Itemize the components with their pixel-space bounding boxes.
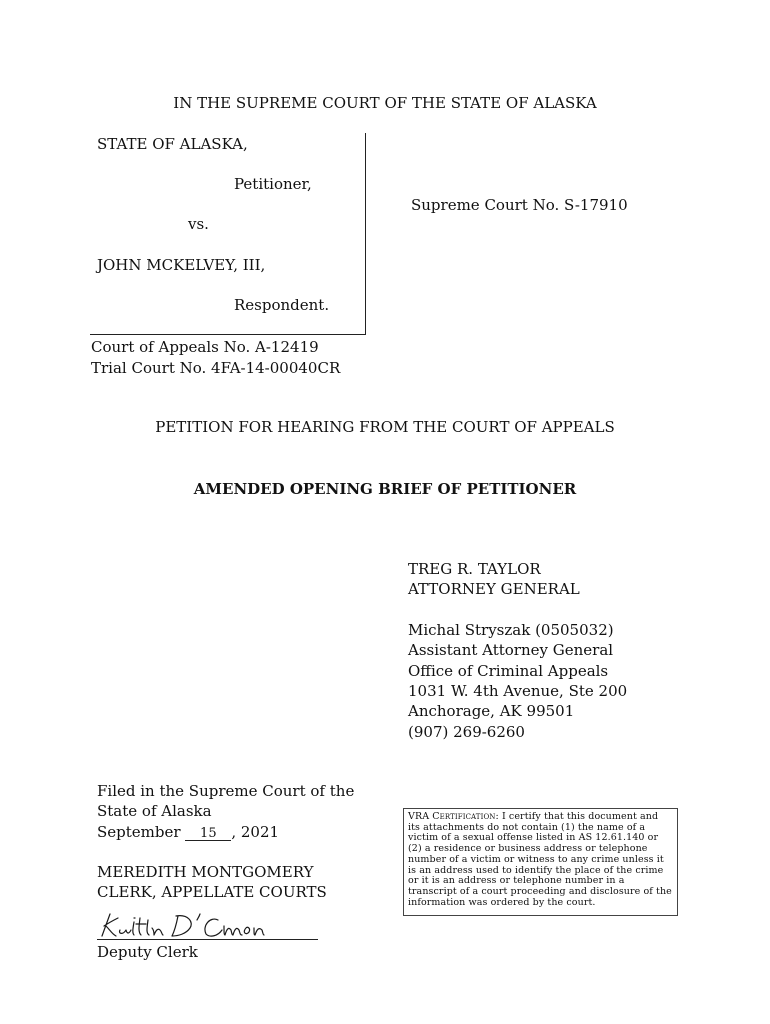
clerk-name: MEREDITH MONTGOMERY bbox=[97, 863, 314, 881]
assistant-title: Assistant Attorney General bbox=[408, 641, 614, 659]
respondent-role: Respondent. bbox=[234, 296, 330, 314]
brief-heading: AMENDED OPENING BRIEF OF PETITIONER bbox=[193, 480, 577, 498]
caption-horizontal-rule bbox=[90, 334, 366, 335]
filed-date bbox=[97, 825, 279, 841]
respondent-name: JOHN MCKELVEY, III, bbox=[97, 256, 266, 274]
filed-line-2: State of Alaska bbox=[97, 802, 212, 820]
address-line-1: 1031 W. 4th Avenue, Ste 200 bbox=[408, 682, 628, 700]
attorney-name: TREG R. TAYLOR bbox=[408, 560, 541, 578]
office-name: Office of Criminal Appeals bbox=[408, 662, 609, 680]
court-of-appeals-number: Court of Appeals No. A-12419 bbox=[91, 338, 319, 356]
filed-year: , 2021 bbox=[231, 823, 280, 841]
signature-line bbox=[97, 939, 318, 940]
filed-line-1: Filed in the Supreme Court of the bbox=[97, 782, 355, 800]
petitioner-name: STATE OF ALASKA, bbox=[97, 135, 248, 153]
assistant-name: Michal Stryszak (0505032) bbox=[408, 621, 614, 639]
clerk-title: CLERK, APPELLATE COURTS bbox=[97, 883, 327, 901]
court-title: IN THE SUPREME COURT OF THE STATE OF ALASKA bbox=[173, 94, 597, 112]
supreme-court-number: Supreme Court No. S-17910 bbox=[411, 196, 628, 214]
attorney-title: ATTORNEY GENERAL bbox=[408, 580, 580, 598]
deputy-clerk-label: Deputy Clerk bbox=[97, 943, 198, 961]
filed-month: September bbox=[97, 823, 181, 841]
vra-text: I certify that this document and its attachments do not contain (1) the name of a victim of a sexual offense listed in AS 12.61.140 or (2) a residence or business address or telephone number of a victim or witness to any crime unless it is an address used to identify the place of the crime or it is an address or telephone number in a transcript of a court proceeding and disclosure of the information was ordered by the court. bbox=[408, 811, 672, 908]
vra-certification-box bbox=[403, 808, 678, 916]
petitioner-role: Petitioner, bbox=[234, 175, 312, 193]
phone-number: (907) 269-6260 bbox=[408, 723, 525, 741]
caption-vertical-rule bbox=[365, 133, 366, 335]
address-line-2: Anchorage, AK 99501 bbox=[408, 702, 575, 720]
versus-label: vs. bbox=[188, 215, 209, 233]
filed-day: 15 bbox=[185, 827, 231, 841]
signature-text: Kaitlin D'Amon bbox=[96, 908, 104, 909]
vra-label: VRA Certification: bbox=[408, 811, 499, 822]
petition-heading: PETITION FOR HEARING FROM THE COURT OF APPEALS bbox=[155, 418, 615, 436]
deputy-clerk-signature bbox=[96, 908, 266, 942]
trial-court-number: Trial Court No. 4FA-14-00040CR bbox=[91, 359, 341, 377]
